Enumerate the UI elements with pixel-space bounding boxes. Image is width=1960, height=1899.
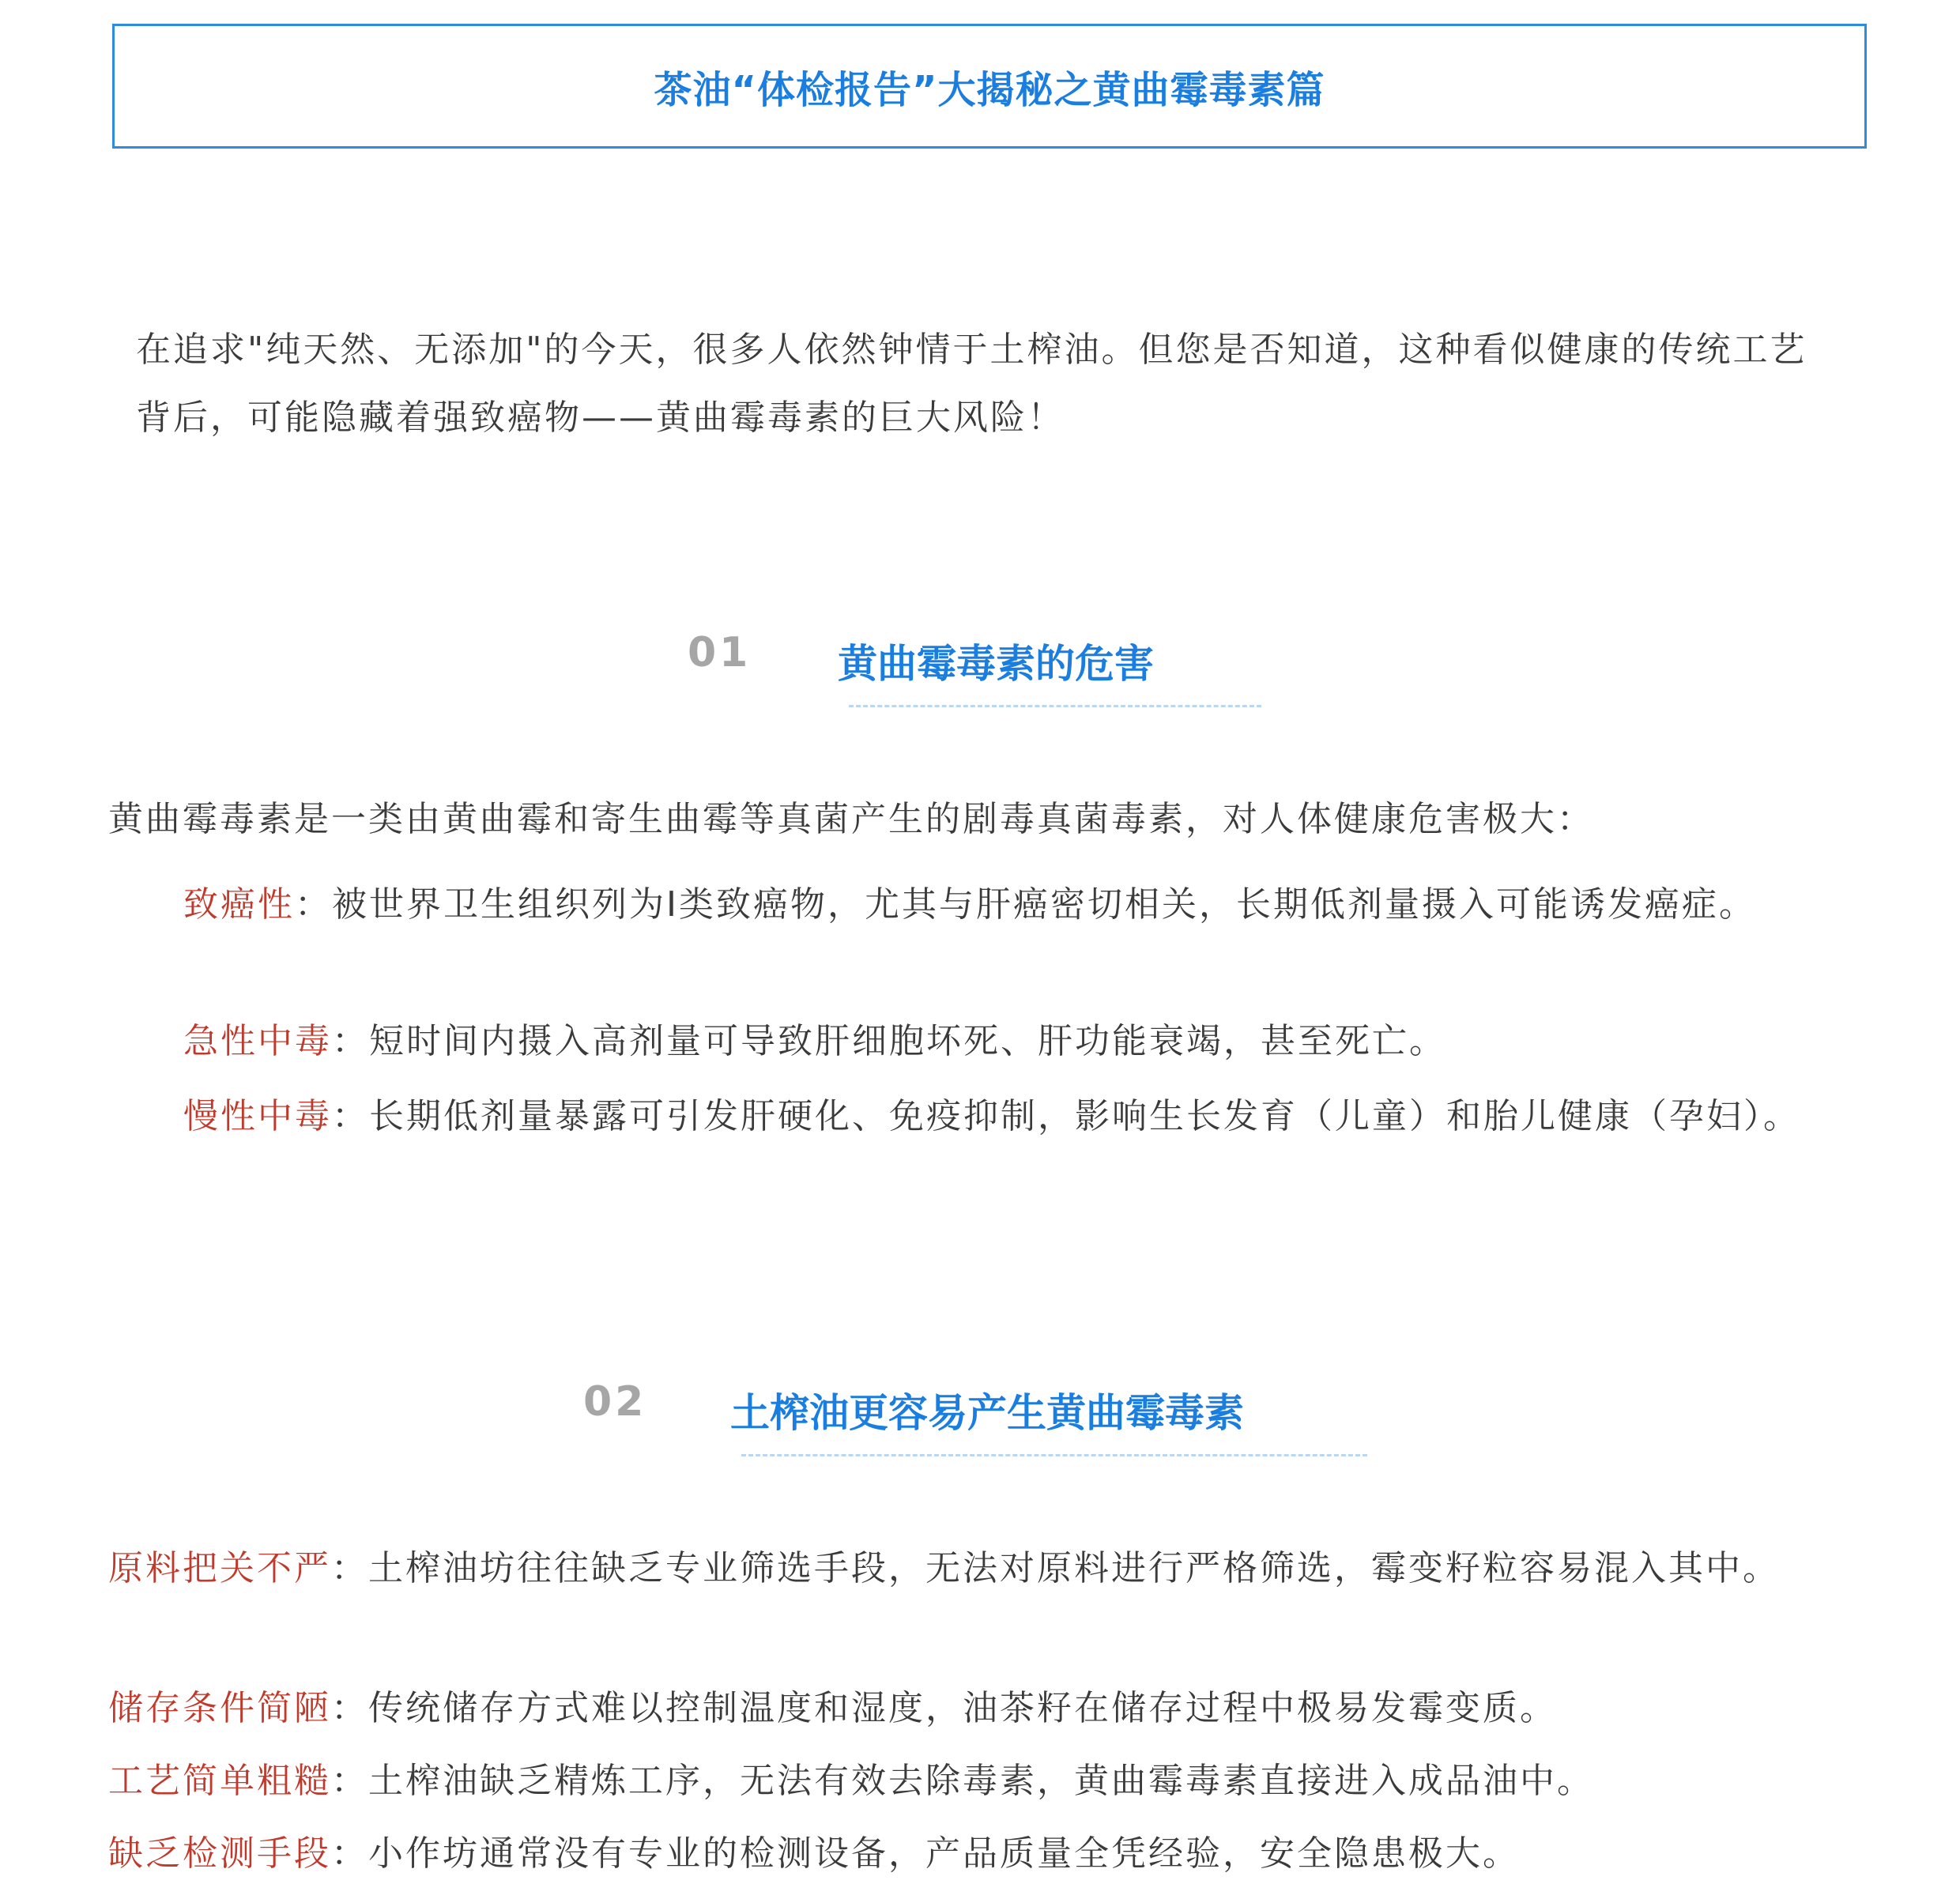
reason-item-storage (108, 1683, 1851, 1734)
hazard-item-acute (183, 1016, 1851, 1067)
hazard-desc: ：长期低剂量暴露可引发肝硬化、免疫抑制，影响生长发育（儿童）和胎儿健康（孕妇）。 (332, 1096, 1800, 1136)
section-2-header (0, 1378, 1960, 1476)
hazard-desc: ：被世界卫生组织列为Ⅰ类致癌物，尤其与肝癌密切相关，长期低剂量摄入可能诱发癌症。 (295, 884, 1756, 925)
section-1-title: 黄曲霉毒素的危害 (838, 641, 1154, 687)
section-1-lead: 黄曲霉毒素是一类由黄曲霉和寄生曲霉等真菌产生的剧毒真菌毒素，对人体健康危害极大： (108, 799, 1594, 839)
reason-desc: ：土榨油缺乏精炼工序，无法有效去除毒素，黄曲霉毒素直接进入成品油中。 (331, 1761, 1594, 1801)
reason-term: 原料把关不严 (108, 1548, 331, 1588)
hazard-term: 致癌性 (183, 884, 295, 925)
section-2-number: 02 (583, 1378, 647, 1426)
hazard-item-carcinogenic (183, 868, 1851, 942)
page-title: 茶油“体检报告”大揭秘之黄曲霉毒素篇 (654, 67, 1325, 112)
section-2-title: 土榨油更容易产生黄曲霉毒素 (730, 1390, 1244, 1436)
hazard-item-chronic (183, 1079, 1851, 1154)
reason-item-testing (108, 1829, 1851, 1879)
intro-paragraph: 在追求"纯天然、无添加"的今天，很多人依然钟情于土榨油。但您是否知道，这种看似健康的传统工艺背后，可能隐藏着强致癌物——黄曲霉毒素的巨大风险！ (136, 330, 1807, 438)
hazard-term: 慢性中毒 (183, 1096, 332, 1136)
section-2-divider (741, 1454, 1367, 1456)
section-1-header (0, 629, 1960, 727)
hazard-desc: ：短时间内摄入高剂量可导致肝细胞坏死、肝功能衰竭，甚至死亡。 (332, 1021, 1446, 1061)
reason-term: 储存条件简陋 (108, 1688, 331, 1728)
reason-desc: ：土榨油坊往往缺乏专业筛选手段，无法对原料进行严格筛选，霉变籽粒容易混入其中。 (331, 1548, 1780, 1588)
title-box (112, 24, 1867, 149)
section-1-divider (849, 705, 1261, 707)
reason-desc: ：传统储存方式难以控制温度和湿度，油茶籽在储存过程中极易发霉变质。 (331, 1688, 1557, 1728)
section-1-body (108, 794, 1847, 845)
section-1-number: 01 (688, 629, 752, 676)
reason-term: 缺乏检测手段 (108, 1833, 331, 1874)
reason-item-raw-material (108, 1532, 1851, 1606)
reason-desc: ：小作坊通常没有专业的检测设备，产品质量全凭经验，安全隐患极大。 (331, 1833, 1520, 1874)
hazard-term: 急性中毒 (183, 1021, 332, 1061)
reason-term: 工艺简单粗糙 (108, 1761, 331, 1801)
reason-item-process (108, 1756, 1851, 1807)
